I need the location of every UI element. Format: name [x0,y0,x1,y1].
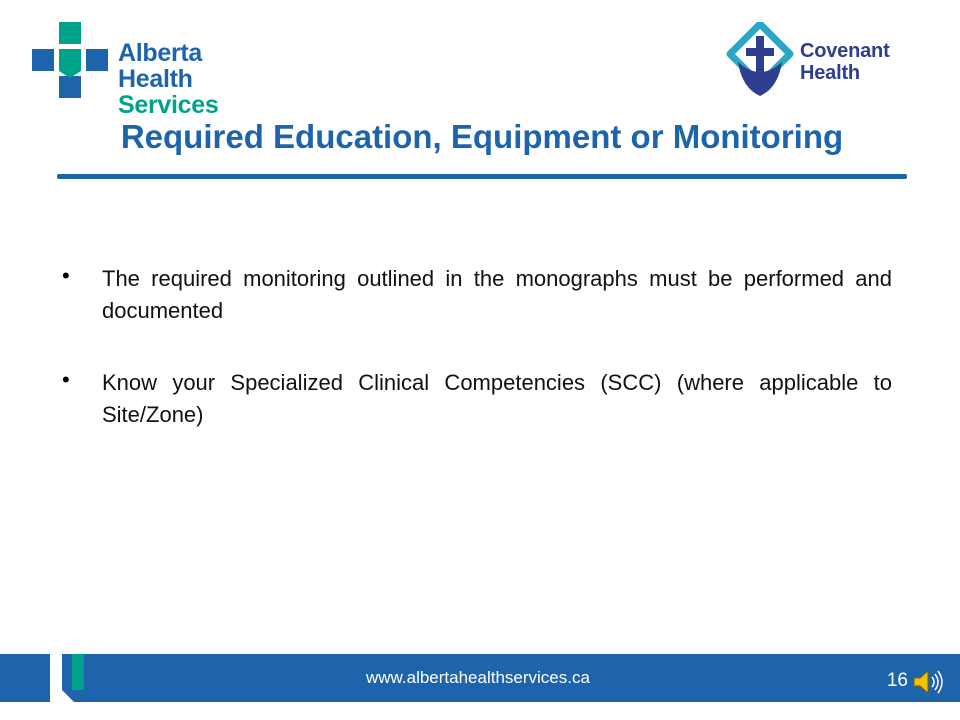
page-number: 16 [886,670,908,691]
speaker-icon[interactable] [910,667,946,697]
ahs-line1: Alberta Health [118,39,203,93]
covenant-wordmark [800,40,890,84]
ahs-cross-icon [32,22,110,100]
bullet-item [62,263,892,327]
bullet-item [62,367,892,431]
bottom-margin [0,702,960,720]
bullet-text: Know your Specialized Clinical Competencies (SCC) (where applicable to Site/Zone) [102,370,892,427]
bullet-text: The required monitoring outlined in the monographs must be performed and documented [102,266,892,323]
covenant-line1: Covenant [800,40,890,62]
slide-title: Required Education, Equipment or Monitoring [120,118,844,155]
footer-url: www.albertahealthservices.ca [366,668,590,687]
ahs-line2: Services [118,91,219,119]
ahs-footer-mark-icon [50,654,84,702]
covenant-logo [726,22,916,98]
ahs-wordmark [118,40,282,118]
title-divider [57,174,907,179]
bullet-list [62,263,892,471]
bullet-dot: • [62,367,70,392]
covenant-cross-icon [726,22,794,98]
bullet-dot: • [62,263,70,288]
ahs-logo [32,22,282,119]
covenant-line2: Health [800,62,860,84]
